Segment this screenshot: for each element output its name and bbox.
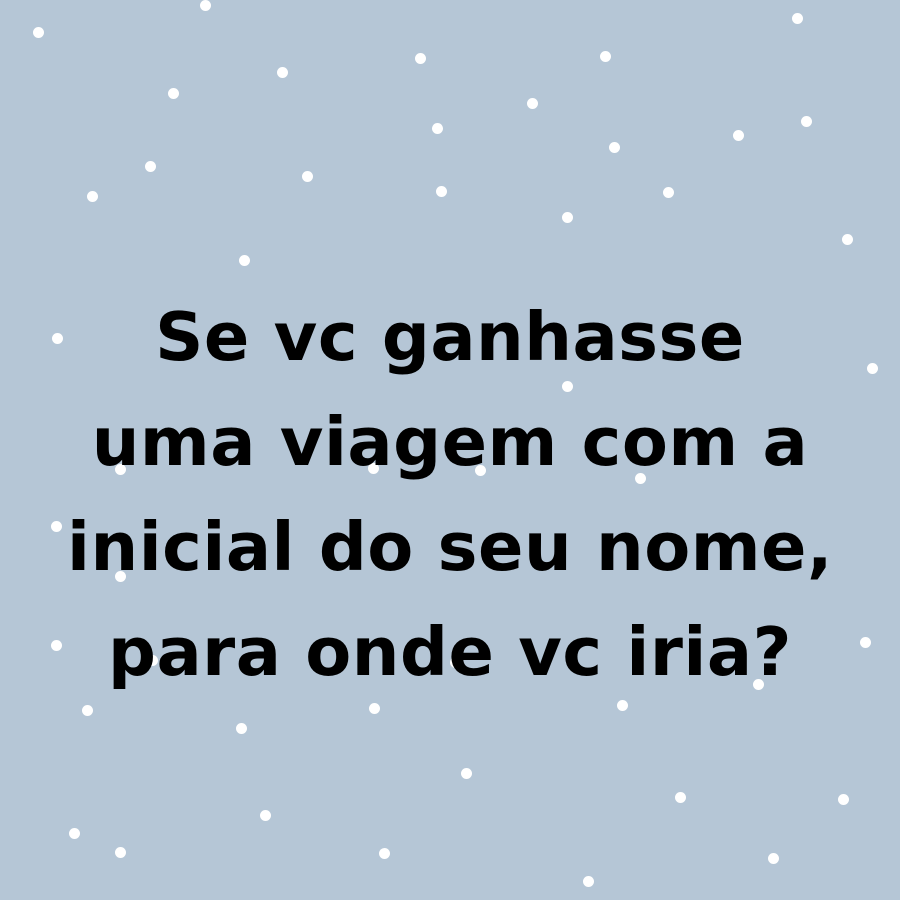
snow-dot [168, 88, 179, 99]
snow-dot [842, 234, 853, 245]
snow-dot [733, 130, 744, 141]
snow-dot [379, 848, 390, 859]
snow-dot [302, 171, 313, 182]
snow-dot [600, 51, 611, 62]
question-line-4: para onde vc iria? [108, 613, 792, 691]
snow-dot [277, 67, 288, 78]
snow-dot [115, 847, 126, 858]
snow-dot [69, 828, 80, 839]
question-line-2: uma viagem com a [91, 403, 809, 481]
snow-dot [562, 212, 573, 223]
question-text [0, 285, 900, 705]
question-line-3: inicial do seu nome, [67, 508, 833, 586]
snow-dot [200, 0, 211, 11]
question-line-1: Se vc ganhasse [155, 298, 745, 376]
snow-dot [609, 142, 620, 153]
snow-dot [583, 876, 594, 887]
snow-dot [675, 792, 686, 803]
snow-dot [436, 186, 447, 197]
snow-dot [527, 98, 538, 109]
snow-dot [145, 161, 156, 172]
snow-dot [838, 794, 849, 805]
snow-dot [239, 255, 250, 266]
snow-dot [33, 27, 44, 38]
snow-dot [801, 116, 812, 127]
snow-dot [260, 810, 271, 821]
snow-dot [792, 13, 803, 24]
snow-dot [768, 853, 779, 864]
snow-dot [236, 723, 247, 734]
snow-dot [432, 123, 443, 134]
snow-dot [415, 53, 426, 64]
snow-dot [82, 705, 93, 716]
snow-dot [461, 768, 472, 779]
snow-dot [87, 191, 98, 202]
snow-dot [663, 187, 674, 198]
